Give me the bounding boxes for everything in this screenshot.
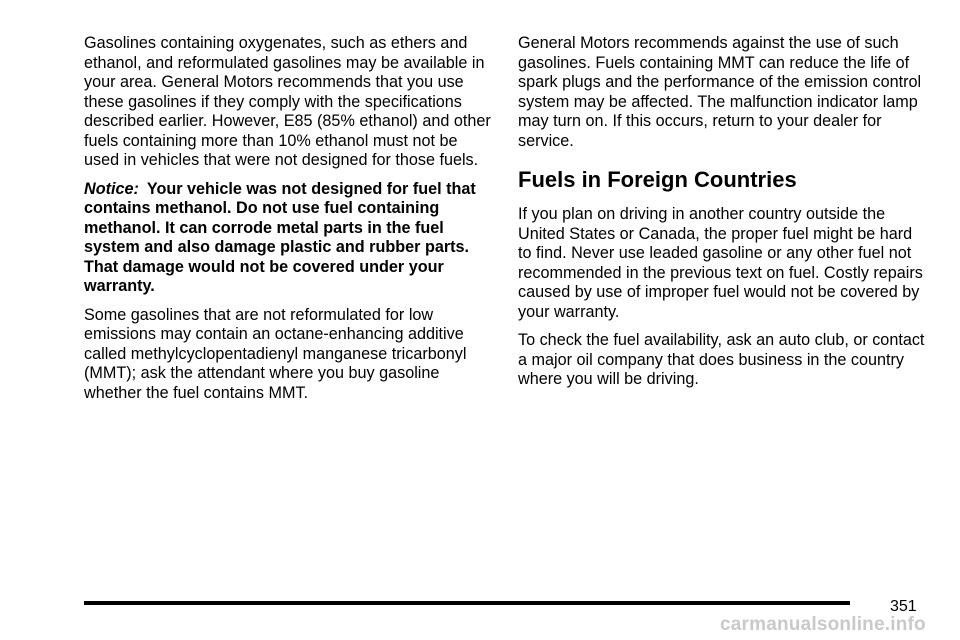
foreign-fuel-paragraph: If you plan on driving in another country outside the United States or Canada, the proper fuel might be hard to find. Never use leaded gasoline or any other fuel not recommended in the previous text on fuel. Costly repairs caused by use of improper fuel would not be covered by your warranty. [518, 205, 923, 321]
oxygenates-paragraph: Gasolines containing oxygenates, such as ethers and ethanol, and reformulated gasolines may be available in your area. General Motors recommends that you use these gasolines if they comply with the specifications described earlier. However, E85 (85% ethanol) and other fuels containing more than 10% ethanol must not be used in vehicles that were not designed for those fuels. [84, 34, 491, 169]
footer-rule [84, 601, 850, 605]
right-column [518, 34, 928, 399]
section-heading: Fuels in Foreign Countries [518, 167, 797, 192]
gm-recommendation-paragraph: General Motors recommends against the use of such gasolines. Fuels containing MMT can reduce the life of spark plugs and the performance of the emission control system may be affected. The malfunction indicator lamp may turn on. If this occurs, return to your dealer for service. [518, 34, 922, 150]
notice-text: Your vehicle was not designed for fuel that contains methanol. Do not use fuel containing methanol. It can corrode metal parts in the fuel system and also damage plastic and rubber parts. That damage would not be covered under your warranty. [84, 179, 476, 295]
methanol-notice [84, 180, 496, 297]
watermark: carmanualsonline.info [720, 614, 926, 635]
notice-label: Notice: [84, 179, 139, 198]
left-column [84, 34, 496, 412]
page-number: 351 [890, 598, 917, 615]
mmt-paragraph: Some gasolines that are not reformulated for low emissions may contain an octane-enhancing additive called methylcyclopentadienyl manganese tricarbonyl (MMT); ask the attendant where you buy gasoline whether the fuel contains MMT. [84, 305, 467, 402]
fuel-availability-paragraph: To check the fuel availability, ask an auto club, or contact a major oil company that does business in the country where you will be driving. [518, 331, 925, 388]
